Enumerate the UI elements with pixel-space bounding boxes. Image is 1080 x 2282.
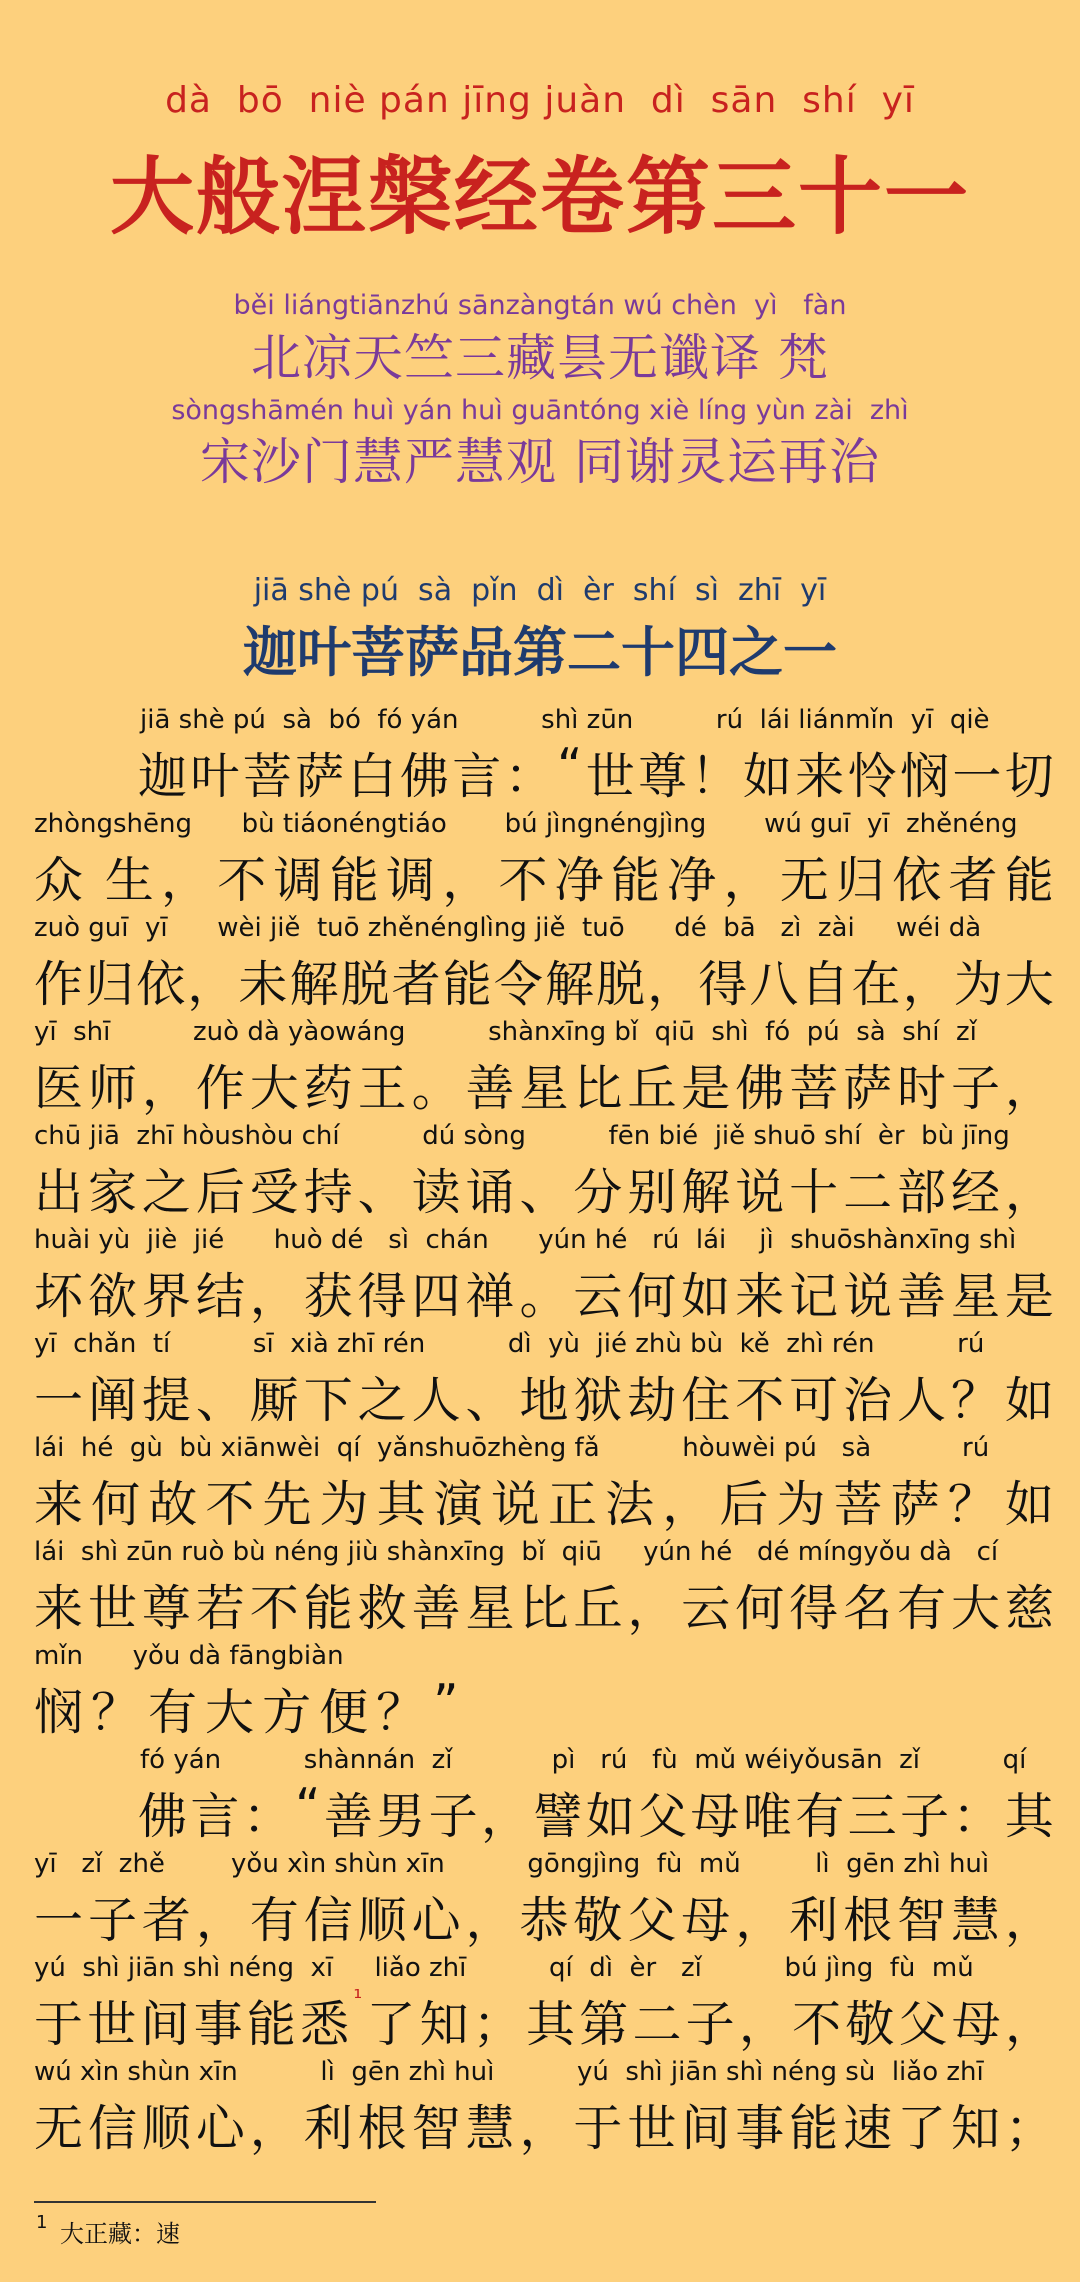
hanzi: 若	[195, 1580, 245, 1637]
hanzi: 善	[411, 1580, 461, 1637]
hanzi: ：	[242, 1788, 292, 1845]
hanzi: 分	[573, 1164, 623, 1221]
hanzi: ，	[738, 1996, 788, 2053]
hanzi: 事	[735, 2100, 785, 2157]
hanzi: 者	[391, 956, 441, 1013]
hanzi: 大	[205, 1684, 255, 1741]
hanzi: 有	[148, 1684, 198, 1741]
hanzi: 名	[843, 1580, 893, 1637]
hanzi: 善	[897, 1268, 947, 1325]
hanzi: “	[295, 1778, 321, 1835]
chapter-title: 迦叶菩萨品第二十四之一	[243, 620, 837, 684]
hanzi: ，	[465, 1892, 515, 1949]
line-pinyin: lái hé gù bù xiānwèi qí yǎnshuōzhèng fǎ hòuwèi pú sà rú	[34, 1433, 990, 1463]
hanzi: 提	[141, 1372, 191, 1429]
hanzi: 界	[141, 1268, 191, 1325]
hanzi: 来	[795, 748, 845, 805]
hanzi: 药	[303, 1060, 353, 1117]
line-pinyin: yú shì jiān shì néng xī liǎo zhī qí dì èr zǐ bú jìng fù mǔ	[34, 1953, 974, 1983]
hanzi: 知	[419, 1996, 469, 2053]
hanzi: 得	[698, 956, 748, 1013]
line-pinyin: lái shì zūn ruò bù néng jiù shànxīng bǐ qiū yún hé dé míngyǒu dà cí	[34, 1537, 999, 1567]
hanzi: 心	[411, 1892, 461, 1949]
hanzi: 十	[789, 1164, 839, 1221]
line-pinyin: wú xìn shùn xīn lì gēn zhì huì yú shì jiān shì néng sù liǎo zhī	[34, 2057, 984, 2087]
hanzi: 治	[843, 1372, 893, 1429]
hanzi: ，	[723, 852, 773, 909]
reviser-pinyin: sòngshāmén huì yán huì guāntóng xiè líng yùn zài zhì	[171, 395, 909, 426]
hanzi: 慈	[1004, 1580, 1054, 1637]
hanzi: 子	[950, 1060, 1000, 1117]
hanzi: 萨	[890, 1476, 940, 1533]
hanzi: 净	[554, 852, 604, 909]
hanzi: 得	[789, 1580, 839, 1637]
hanzi: 慧	[950, 1892, 1000, 1949]
hanzi: ，	[481, 1788, 531, 1845]
hanzi: ，	[1004, 1060, 1054, 1117]
hanzi: 可	[789, 1372, 839, 1429]
hanzi: 了	[897, 2100, 947, 2157]
translator-line: 北凉天竺三藏昙无谶译 梵	[251, 329, 829, 387]
hanzi: 获	[303, 1268, 353, 1325]
hanzi: 其	[526, 1996, 576, 2053]
hanzi: 速	[843, 2100, 893, 2157]
hanzi: 别	[627, 1164, 677, 1221]
sutra-title: 大般涅槃经卷第三十一	[109, 147, 970, 246]
hanzi: 有	[897, 1580, 947, 1637]
hanzi: ：	[952, 1788, 1002, 1845]
hanzi: 恭	[519, 1892, 569, 1949]
hanzi: 利	[789, 1892, 839, 1949]
hanzi: 能	[610, 852, 660, 909]
hanzi: ”	[433, 1674, 459, 1731]
hanzi: 来	[735, 1268, 785, 1325]
hanzi: 如	[585, 1788, 635, 1845]
hanzi: 知	[950, 2100, 1000, 2157]
scripture-line	[34, 2090, 1054, 2160]
hanzi: 狱	[573, 1372, 623, 1429]
hanzi: 星	[950, 1268, 1000, 1325]
hanzi: 记	[789, 1268, 839, 1325]
title-pinyin: dà bō niè pán jīng juàn dì sān shí yī	[165, 80, 915, 121]
hanzi: 心	[195, 2100, 245, 2157]
hanzi: 佛	[399, 748, 449, 805]
hanzi: 经	[950, 1164, 1000, 1221]
line-pinyin: fó yán shànnán zǐ pì rú fù mǔ wéiyǒusān zǐ qí	[140, 1745, 1027, 1775]
hanzi: 云	[681, 1580, 731, 1637]
hanzi: 归	[835, 852, 885, 909]
hanzi: 无	[34, 2100, 84, 2157]
hanzi: 是	[1004, 1268, 1054, 1325]
hanzi: 切	[1004, 748, 1054, 805]
hanzi: 能	[329, 852, 379, 909]
hanzi: 部	[897, 1164, 947, 1221]
hanzi: 脱	[340, 956, 390, 1013]
hanzi: 敬	[845, 1996, 895, 2053]
hanzi: 演	[433, 1476, 483, 1533]
hanzi: 便	[319, 1684, 369, 1741]
hanzi: ？	[91, 1684, 141, 1741]
line-pinyin: jiā shè pú sà bó fó yán shì zūn rú lái liánmǐn yī qiè	[140, 705, 990, 735]
hanzi: 能	[246, 1996, 296, 2053]
scripture-line	[34, 842, 1054, 912]
hanzi: 解	[544, 956, 594, 1013]
hanzi: 者	[948, 852, 998, 909]
line-pinyin: zhòngshēng bù tiáonéngtiáo bú jìngnéngjìng wú guī yī zhěnéng	[34, 809, 1018, 839]
hanzi: 比	[573, 1060, 623, 1117]
hanzi: 丘	[627, 1060, 677, 1117]
hanzi: 利	[303, 2100, 353, 2157]
footnote-mark: 1	[36, 2212, 48, 2233]
hanzi: 唯	[742, 1788, 792, 1845]
hanzi: 有	[795, 1788, 845, 1845]
hanzi: 于	[573, 2100, 623, 2157]
scripture-line	[34, 1674, 1054, 1744]
hanzi: 厮	[249, 1372, 299, 1429]
hanzi: 解	[289, 956, 339, 1013]
line-pinyin: yī shī zuò dà yàowáng shànxīng bǐ qiū shì fó pú sà shí zǐ	[34, 1017, 977, 1047]
hanzi: 能	[303, 1580, 353, 1637]
hanzi: 持	[303, 1164, 353, 1221]
scripture-line	[34, 1258, 1054, 1328]
hanzi: 白	[347, 748, 397, 805]
hanzi: 如	[1004, 1372, 1054, 1429]
hanzi: 、	[519, 1164, 569, 1221]
hanzi: 令	[493, 956, 543, 1013]
hanzi: ；	[472, 1996, 522, 2053]
hanzi: 子	[87, 1892, 137, 1949]
hanzi: 阐	[87, 1372, 137, 1429]
hanzi: 世	[87, 1580, 137, 1637]
hanzi: 读	[411, 1164, 461, 1221]
hanzi: 敬	[573, 1892, 623, 1949]
hanzi: 、	[357, 1164, 407, 1221]
translator-pinyin: běi liángtiānzhú sānzàngtán wú chèn yì fàn	[233, 290, 847, 321]
hanzi: 父	[627, 1892, 677, 1949]
hanzi: 比	[519, 1580, 569, 1637]
hanzi: 生	[104, 852, 154, 909]
hanzi: 不	[735, 1372, 785, 1429]
hanzi: 星	[465, 1580, 515, 1637]
hanzi: 调	[273, 852, 323, 909]
hanzi: 母	[690, 1788, 740, 1845]
hanzi: 之	[357, 1372, 407, 1429]
hanzi: 母	[951, 1996, 1001, 2053]
hanzi: 为	[776, 1476, 826, 1533]
hanzi: 信	[303, 1892, 353, 1949]
hanzi: 星	[519, 1060, 569, 1117]
hanzi: “	[557, 738, 583, 795]
hanzi: 欲	[87, 1268, 137, 1325]
hanzi: 佛	[735, 1060, 785, 1117]
hanzi: 根	[357, 2100, 407, 2157]
hanzi: 于	[34, 1996, 84, 2053]
hanzi: 救	[357, 1580, 407, 1637]
hanzi: 菩	[833, 1476, 883, 1533]
scripture-line	[34, 1570, 1054, 1640]
hanzi: 悯	[900, 748, 950, 805]
hanzi: 后	[195, 1164, 245, 1221]
hanzi: 父	[638, 1788, 688, 1845]
hanzi: 大	[249, 1060, 299, 1117]
hanzi: ，	[735, 1892, 785, 1949]
hanzi: 。	[411, 1060, 461, 1117]
hanzi: 地	[519, 1372, 569, 1429]
hanzi: 子	[900, 1788, 950, 1845]
hanzi: 说	[843, 1268, 893, 1325]
scripture-line	[34, 1986, 1054, 2056]
hanzi: 坏	[34, 1268, 84, 1325]
hanzi: ，	[141, 1060, 191, 1117]
hanzi: 不	[205, 1476, 255, 1533]
hanzi: 师	[87, 1060, 137, 1117]
hanzi: 叶	[190, 748, 240, 805]
hanzi: 归	[85, 956, 135, 1013]
scripture-line	[34, 1882, 1054, 1952]
hanzi: ，	[187, 956, 237, 1013]
hanzi: 菩	[789, 1060, 839, 1117]
hanzi: 。	[519, 1268, 569, 1325]
hanzi: 、	[195, 1372, 245, 1429]
hanzi: 悯	[34, 1684, 84, 1741]
hanzi: ？	[376, 1684, 426, 1741]
hanzi: ，	[195, 1892, 245, 1949]
hanzi: ；	[1004, 2100, 1054, 2157]
footnote-text: 大正藏：速	[60, 2220, 180, 2248]
hanzi: ，	[1004, 1892, 1054, 1949]
scripture-line	[138, 738, 1054, 808]
hanzi: 为	[953, 956, 1003, 1013]
hanzi: 后	[719, 1476, 769, 1533]
hanzi: 受	[249, 1164, 299, 1221]
hanzi: 间	[140, 1996, 190, 2053]
hanzi: 子	[428, 1788, 478, 1845]
hanzi: 如	[742, 748, 792, 805]
hanzi: 王	[357, 1060, 407, 1117]
hanzi: 为	[319, 1476, 369, 1533]
footnote-divider	[34, 2201, 376, 2203]
hanzi: 说	[490, 1476, 540, 1533]
hanzi: 丘	[573, 1580, 623, 1637]
hanzi: 住	[681, 1372, 731, 1429]
hanzi: 八	[749, 956, 799, 1013]
hanzi: 医	[34, 1060, 84, 1117]
hanzi: 其	[1004, 1788, 1054, 1845]
hanzi: 智	[411, 2100, 461, 2157]
hanzi: ！	[690, 748, 740, 805]
line-pinyin: yī chǎn tí sī xià zhī rén dì yù jié zhù bù kě zhì rén rú	[34, 1329, 985, 1359]
hanzi: 二	[632, 1996, 682, 2053]
hanzi: 尊	[141, 1580, 191, 1637]
hanzi: ：	[504, 748, 554, 805]
hanzi: 作	[34, 956, 84, 1013]
hanzi: 母	[681, 1892, 731, 1949]
hanzi: 、	[465, 1372, 515, 1429]
hanzi: 依	[892, 852, 942, 909]
hanzi: 何	[91, 1476, 141, 1533]
hanzi: 出	[34, 1164, 84, 1221]
hanzi: ，	[249, 2100, 299, 2157]
hanzi: 世	[87, 1996, 137, 2053]
hanzi: 不	[792, 1996, 842, 2053]
hanzi: 禅	[465, 1268, 515, 1325]
hanzi: 在	[851, 956, 901, 1013]
scripture-line	[34, 1466, 1054, 1536]
line-pinyin: mǐn yǒu dà fāngbiàn	[34, 1641, 344, 1671]
hanzi: 调	[385, 852, 435, 909]
scripture-line	[34, 946, 1054, 1016]
scripture-line	[138, 1778, 1054, 1848]
hanzi: 间	[681, 2100, 731, 2157]
hanzi: 之	[141, 1164, 191, 1221]
hanzi: 第	[579, 1996, 629, 2053]
hanzi: ，	[1004, 1996, 1054, 2053]
hanzi: 来	[34, 1476, 84, 1533]
hanzi: 顺	[357, 1892, 407, 1949]
scripture-line	[34, 1154, 1054, 1224]
hanzi: ？	[947, 1476, 997, 1533]
hanzi: 净	[667, 852, 717, 909]
hanzi: 譬	[533, 1788, 583, 1845]
hanzi: 善	[465, 1060, 515, 1117]
hanzi: 怜	[847, 748, 897, 805]
hanzi: 慧	[465, 2100, 515, 2157]
hanzi: 悉	[300, 1996, 350, 2053]
footnote-ref: ¹	[353, 1986, 363, 2011]
hanzi: 根	[843, 1892, 893, 1949]
hanzi: 结	[195, 1268, 245, 1325]
hanzi: 是	[681, 1060, 731, 1117]
hanzi: ，	[519, 2100, 569, 2157]
reviser-line: 宋沙门慧严慧观 同谢灵运再治	[200, 433, 880, 491]
scripture-line	[34, 1362, 1054, 1432]
hanzi: 萨	[295, 748, 345, 805]
hanzi: 大	[1004, 956, 1054, 1013]
hanzi: 言	[190, 1788, 240, 1845]
hanzi: ，	[1004, 1164, 1054, 1221]
hanzi: 何	[735, 1580, 785, 1637]
hanzi: 诵	[465, 1164, 515, 1221]
hanzi: 四	[411, 1268, 461, 1325]
hanzi: 不	[249, 1580, 299, 1637]
hanzi: 说	[735, 1164, 785, 1221]
hanzi: 大	[950, 1580, 1000, 1637]
hanzi: ，	[902, 956, 952, 1013]
hanzi: 顺	[141, 2100, 191, 2157]
hanzi: 能	[1004, 852, 1054, 909]
hanzi: 父	[898, 1996, 948, 2053]
hanzi: 得	[357, 1268, 407, 1325]
hanzi: 二	[843, 1164, 893, 1221]
hanzi: 人	[411, 1372, 461, 1429]
hanzi: 不	[498, 852, 548, 909]
hanzi: 自	[800, 956, 850, 1013]
hanzi: 萨	[843, 1060, 893, 1117]
hanzi: 作	[195, 1060, 245, 1117]
hanzi: 人	[897, 1372, 947, 1429]
line-pinyin: yī zǐ zhě yǒu xìn shùn xīn gōngjìng fù mǔ lì gēn zhì huì	[34, 1849, 990, 1879]
hanzi: 信	[87, 2100, 137, 2157]
chapter-pinyin: jiā shè pú sà pǐn dì èr shí sì zhī yī	[253, 573, 827, 608]
hanzi: 下	[303, 1372, 353, 1429]
hanzi: 能	[789, 2100, 839, 2157]
hanzi: 脱	[596, 956, 646, 1013]
hanzi: 家	[87, 1164, 137, 1221]
line-pinyin: chū jiā zhī hòushòu chí dú sòng fēn bié jiě shuō shí èr bù jīng	[34, 1121, 1010, 1151]
hanzi: 一	[34, 1892, 84, 1949]
hanzi: 依	[136, 956, 186, 1013]
hanzi: ，	[627, 1580, 677, 1637]
hanzi: 故	[148, 1476, 198, 1533]
hanzi: 如	[681, 1268, 731, 1325]
hanzi: 世	[585, 748, 635, 805]
hanzi: 众	[34, 852, 84, 909]
hanzi: 正	[547, 1476, 597, 1533]
hanzi: 子	[685, 1996, 735, 2053]
line-pinyin: huài yù jiè jié huò dé sì chán yún hé rú lái jì shuōshànxīng shì	[34, 1225, 1017, 1255]
hanzi: ，	[160, 852, 210, 909]
hanzi: 如	[1004, 1476, 1054, 1533]
hanzi: 了	[366, 1996, 416, 2053]
hanzi: 先	[262, 1476, 312, 1533]
hanzi: 一	[952, 748, 1002, 805]
hanzi: ？	[950, 1372, 1000, 1429]
hanzi: 未	[238, 956, 288, 1013]
hanzi: 三	[847, 1788, 897, 1845]
hanzi: 能	[442, 956, 492, 1013]
hanzi: 劫	[627, 1372, 677, 1429]
hanzi: 云	[573, 1268, 623, 1325]
hanzi: ，	[647, 956, 697, 1013]
hanzi: 无	[779, 852, 829, 909]
hanzi: 时	[897, 1060, 947, 1117]
hanzi: 佛	[138, 1788, 188, 1845]
hanzi: 尊	[638, 748, 688, 805]
hanzi: ，	[442, 852, 492, 909]
hanzi: 世	[627, 2100, 677, 2157]
hanzi: 来	[34, 1580, 84, 1637]
hanzi: 何	[627, 1268, 677, 1325]
hanzi: 不	[217, 852, 267, 909]
hanzi: 男	[376, 1788, 426, 1845]
hanzi: 者	[141, 1892, 191, 1949]
hanzi: 言	[452, 748, 502, 805]
hanzi: 解	[681, 1164, 731, 1221]
hanzi: 菩	[242, 748, 292, 805]
hanzi: 一	[34, 1372, 84, 1429]
hanzi: 有	[249, 1892, 299, 1949]
hanzi: 法	[605, 1476, 655, 1533]
hanzi: ，	[249, 1268, 299, 1325]
line-pinyin: zuò guī yī wèi jiě tuō zhěnénglìng jiě tuō dé bā zì zài wéi dà	[34, 913, 982, 943]
hanzi: ，	[662, 1476, 712, 1533]
hanzi: 事	[193, 1996, 243, 2053]
hanzi: 善	[323, 1788, 373, 1845]
hanzi: 智	[897, 1892, 947, 1949]
hanzi: 迦	[138, 748, 188, 805]
scripture-line	[34, 1050, 1054, 1120]
hanzi: 方	[262, 1684, 312, 1741]
hanzi: 其	[376, 1476, 426, 1533]
